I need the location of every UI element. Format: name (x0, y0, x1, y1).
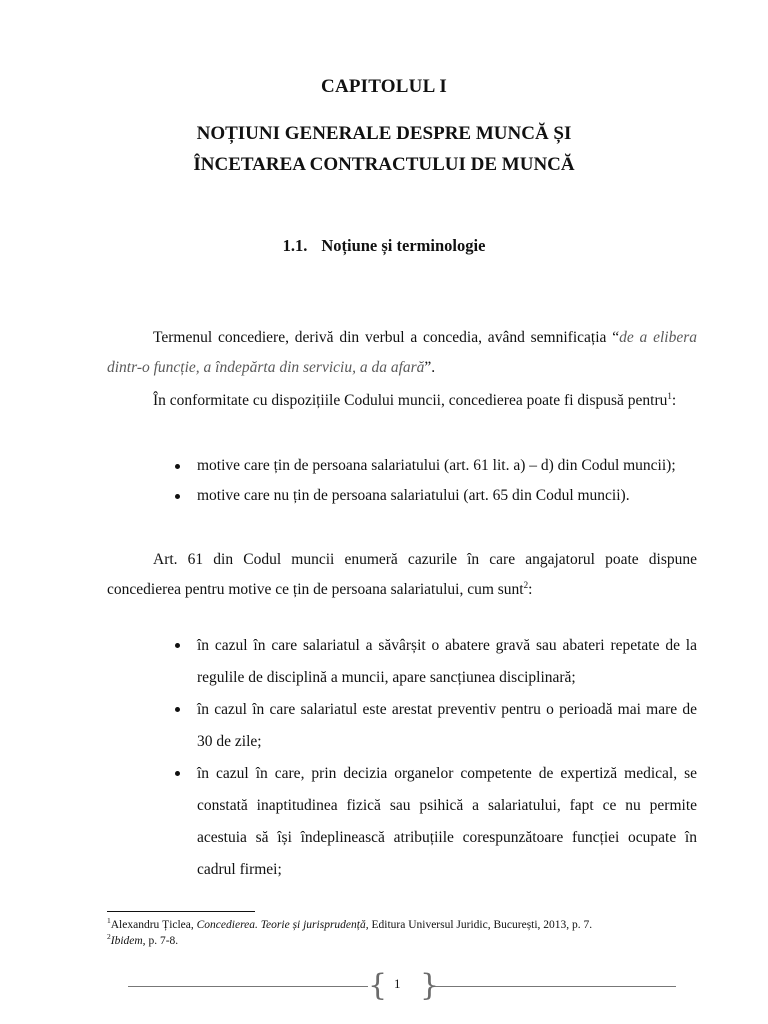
footnote-2-rest: p. 7-8. (145, 935, 179, 947)
footnote-1-rest: Editura Universul Juridic, București, 2013, p. 7. (368, 919, 593, 931)
list-item: în cazul în care salariatul a săvârșit o abatere gravă sau abateri repetate de la regulile de disciplină a muncii, apare sancțiunea disciplinară; (172, 630, 697, 694)
footnote-2 (107, 933, 707, 949)
paragraph-2 (107, 386, 697, 416)
list-item: în cazul în care, prin decizia organelor competente de expertiză medical, se constată inaptitudinea fizică sau psihică a salariatului, fapt ce nu permite acestuia să își îndeplinească atribuțiile corespunzătoare funcției ocupate în cadrul firmei; (172, 758, 697, 886)
paragraph-1 (107, 323, 697, 383)
paragraph-3-end: : (528, 581, 533, 598)
footer-rule-right (432, 986, 676, 987)
footnote-ref-1: 1 (667, 390, 672, 401)
chapter-heading: CAPITOLUL I (321, 76, 447, 97)
paragraph-1-text: Termenul concediere, derivă din verbul a concedia, având semnificația “ (153, 329, 620, 346)
paragraph-1-quote: de a elibera dintr-o funcție, a îndepărta din serviciu, a da afară (107, 329, 697, 376)
list-item: în cazul în care salariatul este arestat preventiv pentru o perioadă mai mare de 30 de zile; (172, 694, 697, 758)
paragraph-3 (107, 545, 697, 605)
chapter-title-line-1: NOȚIUNI GENERALE DESPRE MUNCĂ ȘI (196, 123, 572, 144)
left-brace-ornament: { (368, 968, 388, 1003)
bullet-list-1 (172, 451, 697, 511)
footnote-1 (107, 917, 707, 933)
right-brace-ornament: } (420, 968, 440, 1003)
paragraph-3-text: Art. 61 din Codul muncii enumeră cazurile în care angajatorul poate dispune concedierea pentru motive ce țin de persoana salariatului, cum sunt (107, 551, 697, 598)
paragraph-2-end: : (671, 392, 677, 409)
list-item: motive care nu țin de persoana salariatului (art. 65 din Codul muncii). (172, 481, 697, 511)
section-heading (0, 236, 768, 256)
paragraph-2-text: În conformitate cu dispozițiile Codului muncii, concedierea poate fi dispusă pentru (153, 392, 668, 409)
list-item: motive care țin de persoana salariatului (art. 61 lit. a) – d) din Codul muncii); (172, 451, 697, 481)
footnote-2-marker: 2 (107, 932, 111, 942)
section-title: Noțiune și terminologie (321, 236, 486, 255)
paragraph-1-end: ”. (424, 359, 436, 376)
section-number: 1.1. (282, 236, 308, 255)
page-number: 1 (394, 976, 401, 991)
footnote-separator (107, 911, 255, 912)
footer-rule-left (128, 986, 368, 987)
chapter-title (0, 118, 768, 180)
footnote-1-work: Concedierea. Teorie și jurisprudență, (196, 919, 369, 931)
footnote-1-marker: 1 (107, 916, 111, 926)
chapter-title-line-2: ÎNCETAREA CONTRACTULUI DE MUNCĂ (193, 154, 575, 175)
footnote-ref-2: 2 (523, 579, 529, 590)
bullet-list-2 (172, 630, 697, 886)
footnote-2-work: Ibidem, (110, 935, 146, 947)
footnote-1-author: Alexandru Țiclea, (110, 919, 197, 931)
footnotes (107, 917, 707, 949)
